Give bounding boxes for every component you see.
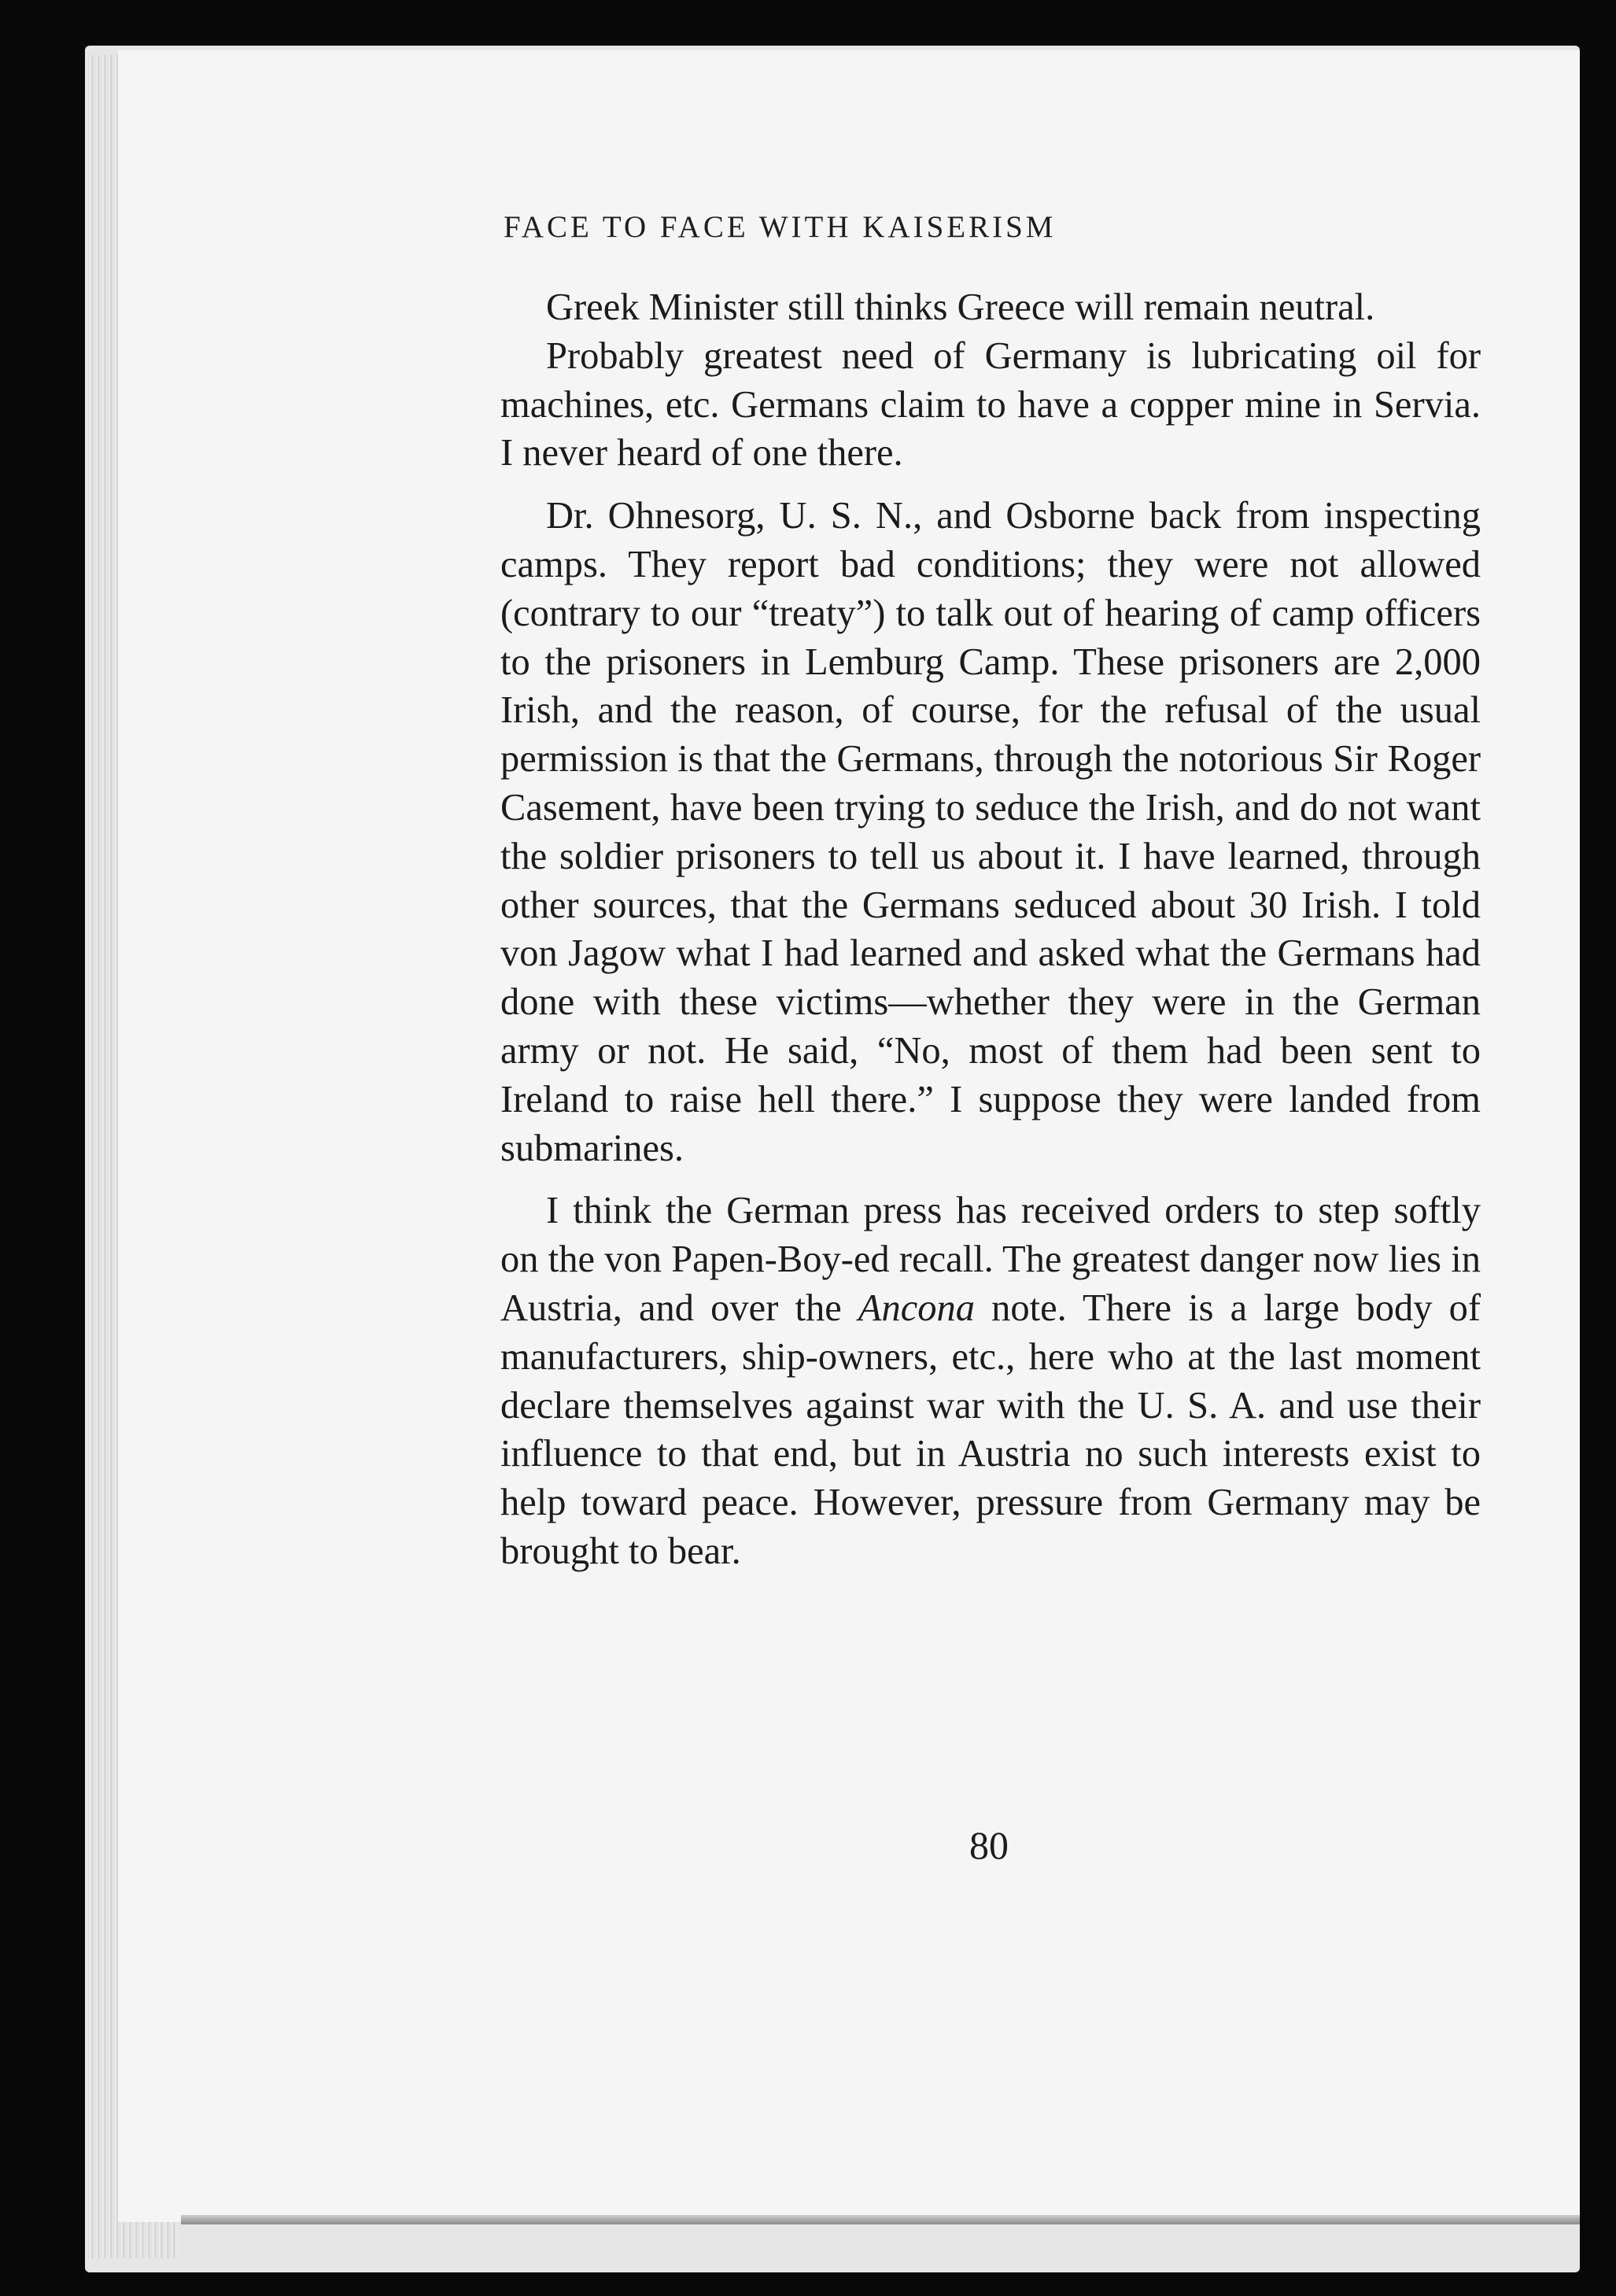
paragraph-text: I think the German press has received orders to step softly on the von Papen-Boy-ed recall. The greatest danger now lies in Austria, and over the [500,1190,1481,1329]
running-head: FACE TO FACE WITH KAISERISM [504,210,1057,244]
paragraph: Probably greatest need of Germany is lubricating oil for machines, etc. Germans claim to have a copper mine in Servia. I never heard of one there. [500,334,1481,474]
page-number: 80 [969,1823,1009,1867]
body-text [500,283,1481,1576]
paragraph: Greek Minister still thinks Greece will remain neutral. [546,286,1375,328]
paragraph-text: note. There is a large body of manufacturers, ship-owners, etc., here who at the last moment declare themselves against war with the U. S. A. and use their influence to that end, but in Austria no such interests exist to help toward peace. However, pressure from Germany may be brought to bear. [500,1286,1481,1572]
paragraph: Dr. Ohnesorg, U. S. N., and Osborne back from inspecting camps. They report bad conditions; they were not allowed (contrary to our “treaty”) to talk out of hearing of camp officers to the prisoners in Lemburg Camp. These prisoners are 2,000 Irish, and the reason, of course, for the refusal of the usual permission is that the Germans, through the notorious Sir Roger Casement, have been trying to seduce the Irish, and do not want the soldier prisoners to tell us about it. I have learned, through other sources, that the Germans seduced about 30 Irish. I told von Jagow what I had learned and asked what the Germans had done with these victims—whether they were in the German army or not. He said, “No, most of them had been sent to Ireland to raise hell there.” I suppose they were landed from submarines. [500,495,1481,1169]
paragraph [500,1187,1481,1575]
page-bottom-edge [181,2215,1580,2224]
ship-name: Ancona [858,1286,975,1329]
